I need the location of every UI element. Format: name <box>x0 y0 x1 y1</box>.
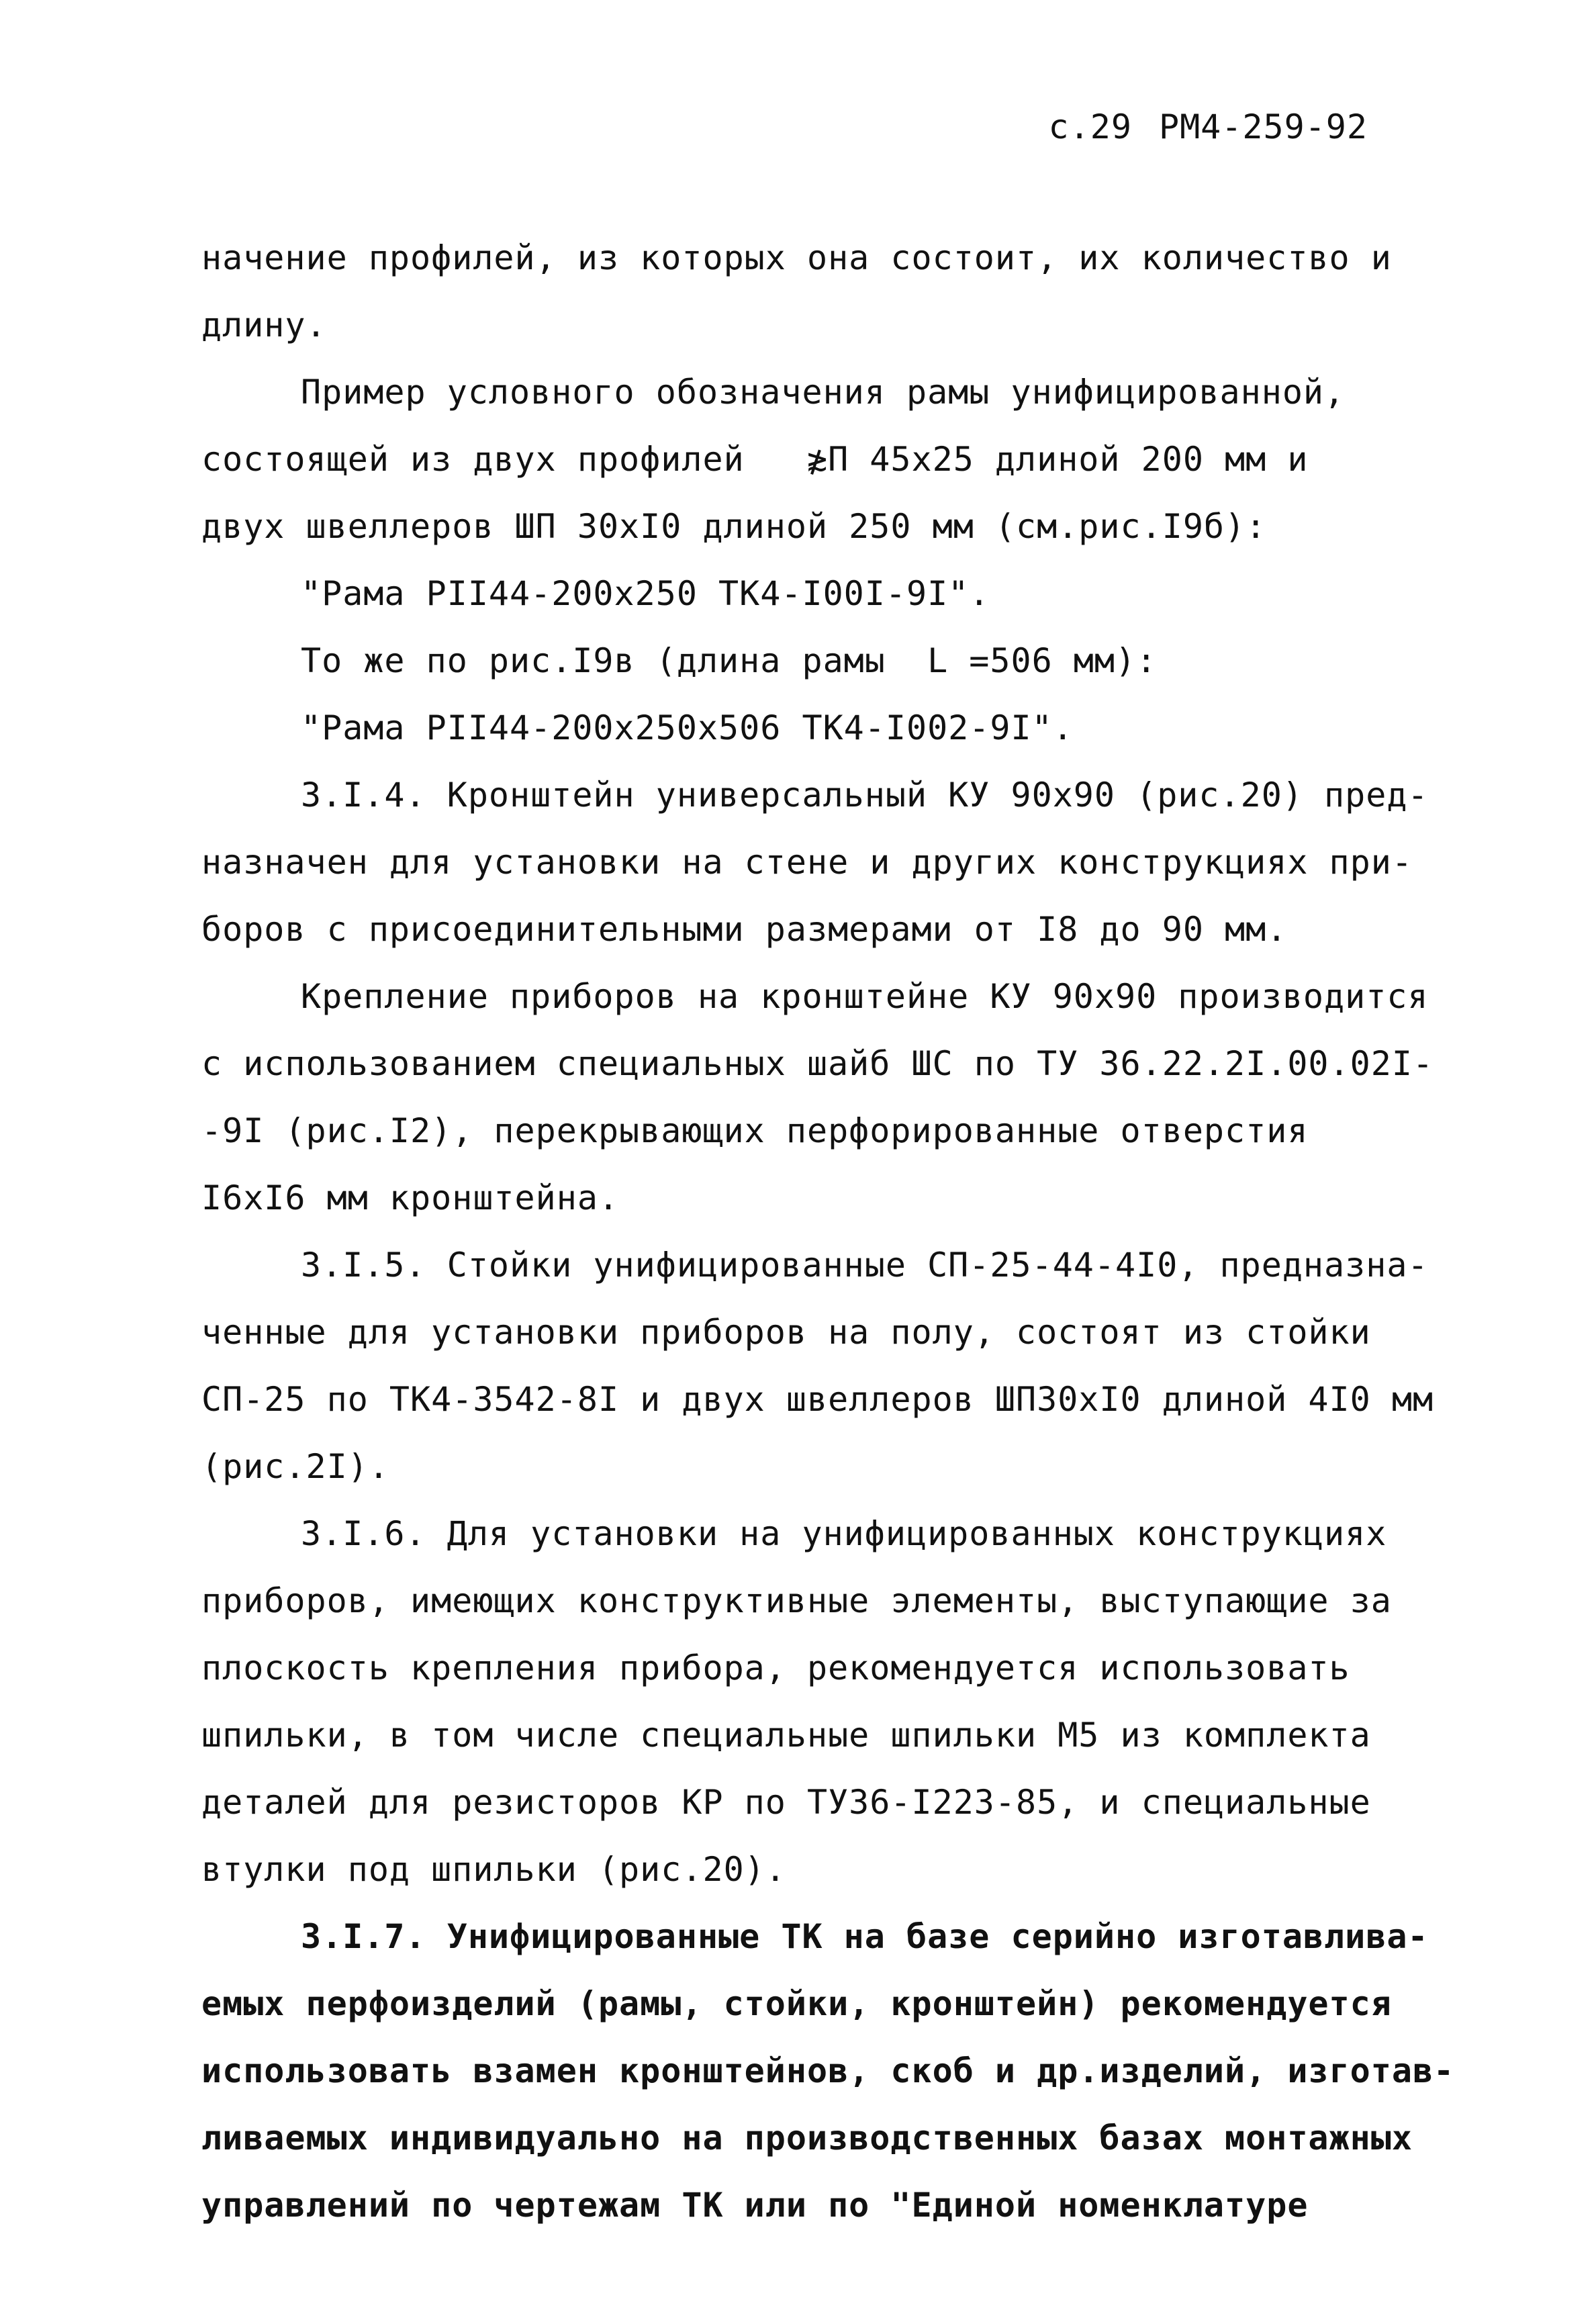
text-line: двух швеллеров ШП 30хI0 длиной 250 мм (см.рис.I9б): <box>201 507 1267 546</box>
text-line: шпильки, в том числе специальные шпильки М5 из комплекта <box>201 1716 1371 1755</box>
text-line: назначен для установки на стене и других конструкциях при- <box>201 843 1413 882</box>
text-line: начение профилей, из которых она состоит, их количество и <box>201 238 1392 277</box>
text-line: втулки под шпильки (рис.20). <box>201 1850 786 1889</box>
section-heading-line: 3.I.5. Стойки унифицированные СП-25-44-4I0, предназна- <box>301 1246 1429 1285</box>
paragraph-start-line: Крепление приборов на кронштейне КУ 90х90 производится <box>301 977 1429 1016</box>
page-number: с.29 <box>1048 107 1132 146</box>
document-code: РМ4-259-92 <box>1158 107 1368 146</box>
designation-example: "Рама PII44-200х250 ТК4-I00I-9I". <box>301 574 990 613</box>
designation-example: "Рама PII44-200х250х506 ТК4-I002-9I". <box>301 708 1074 747</box>
text-line: длину. <box>201 306 327 344</box>
text-line: (рис.2I). <box>201 1447 389 1486</box>
text-line: емых перфоизделий (рамы, стойки, кронштейн) рекомендуется <box>201 1984 1392 2023</box>
text-line: с использованием специальных шайб ШС по ТУ 36.22.2I.00.02I- <box>201 1044 1434 1083</box>
page-header <box>1049 107 1368 146</box>
section-heading-line: 3.I.4. Кронштейн универсальный КУ 90х90 (рис.20) пред- <box>301 776 1429 815</box>
text-line: использовать взамен кронштейнов, скоб и др.изделий, изготав- <box>201 2051 1455 2090</box>
text-line: СП-25 по ТК4-3542-8I и двух швеллеров ШП30хI0 длиной 4I0 мм <box>201 1380 1434 1419</box>
paragraph-start-line: То же по рис.I9в (длина рамы L =506 мм): <box>301 641 1158 680</box>
section-heading-line: 3.I.7. Унифицированные ТК на базе серийно изготавлива- <box>301 1917 1429 1956</box>
paragraph-start-line: Пример условного обозначения рамы унифицированной, <box>301 373 1346 412</box>
text-line: приборов, имеющих конструктивные элементы, выступающие за <box>201 1581 1392 1620</box>
section-heading-line: 3.I.6. Для установки на унифицированных конструкциях <box>301 1514 1387 1553</box>
text-line: управлений по чертежам ТК или по "Единой номенклатуре <box>201 2186 1309 2225</box>
text-line: состоящей из двух профилей ≵П 45х25 длиной 200 мм и <box>201 440 1309 479</box>
text-line: ливаемых индивидуально на производственных базах монтажных <box>201 2119 1413 2157</box>
text-line: -9I (рис.I2), перекрывающих перфорированные отверстия <box>201 1111 1309 1150</box>
text-line: боров с присоединительными размерами от I8 до 90 мм. <box>201 910 1288 949</box>
text-line: I6хI6 мм кронштейна. <box>201 1178 620 1217</box>
text-line: ченные для установки приборов на полу, состоят из стойки <box>201 1313 1371 1352</box>
text-line: деталей для резисторов КР по ТУ36-I223-85, и специальные <box>201 1783 1371 1822</box>
text-line: плоскость крепления прибора, рекомендуется использовать <box>201 1649 1350 1687</box>
